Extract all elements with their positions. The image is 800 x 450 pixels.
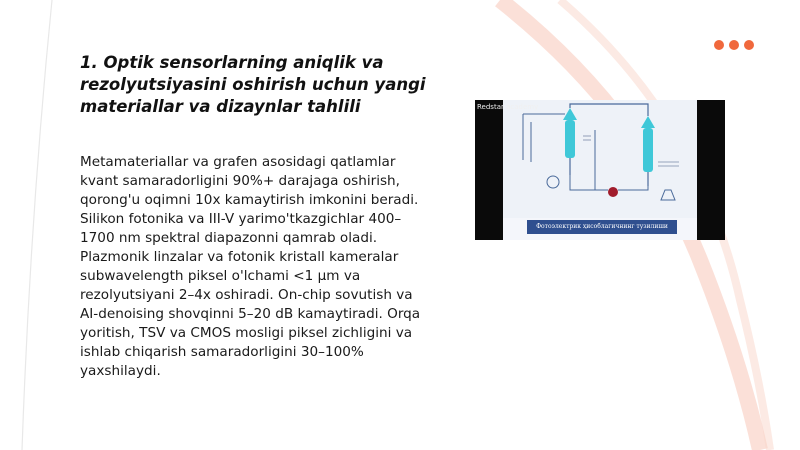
heater-flask: [608, 187, 618, 197]
video-caption: Фотоэлектрик ҳисоблагичнинг тузилиши: [527, 220, 677, 234]
right-column: [643, 128, 653, 172]
slide-body-text: Metamateriallar va grafen asosidagi qatlamlar kvant samaradorligini 90%+ darajaga oshirish, qorong'u oqimni 10x kamaytirish imkonini beradi. Silikon fotonika va III-V yarimo'tkazgichlar 400–1700 nm spektral diapazonni qamrab oladi. Plazmonik linzalar va fotonik kristall kameralar subwavelength piksel o'lchami <1 µm va rezolyutsiyani 2–4x oshiradi. On-chip sovutish va AI-denoising shovqinni 5–20 dB kamaytiradi. Orqa yoritish, TSV va CMOS mosligi piksel zichligini va ishlab chiqarish samaradorligini 30–100% yaxshilaydi.: [80, 154, 421, 379]
accent-dot: [714, 40, 724, 50]
accent-dot: [744, 40, 754, 50]
accent-dot: [729, 40, 739, 50]
video-watermark: Redstar academy: [477, 103, 539, 111]
accent-dots: [714, 40, 754, 50]
embedded-video[interactable]: [475, 100, 725, 240]
left-column: [565, 120, 575, 158]
slide-title: 1. Optik sensorlarning aniqlik va rezolyutsiyasini oshirish uchun yangi materiallar va dizaynlar tahlili: [80, 53, 426, 116]
apparatus-diagram: [503, 100, 697, 240]
